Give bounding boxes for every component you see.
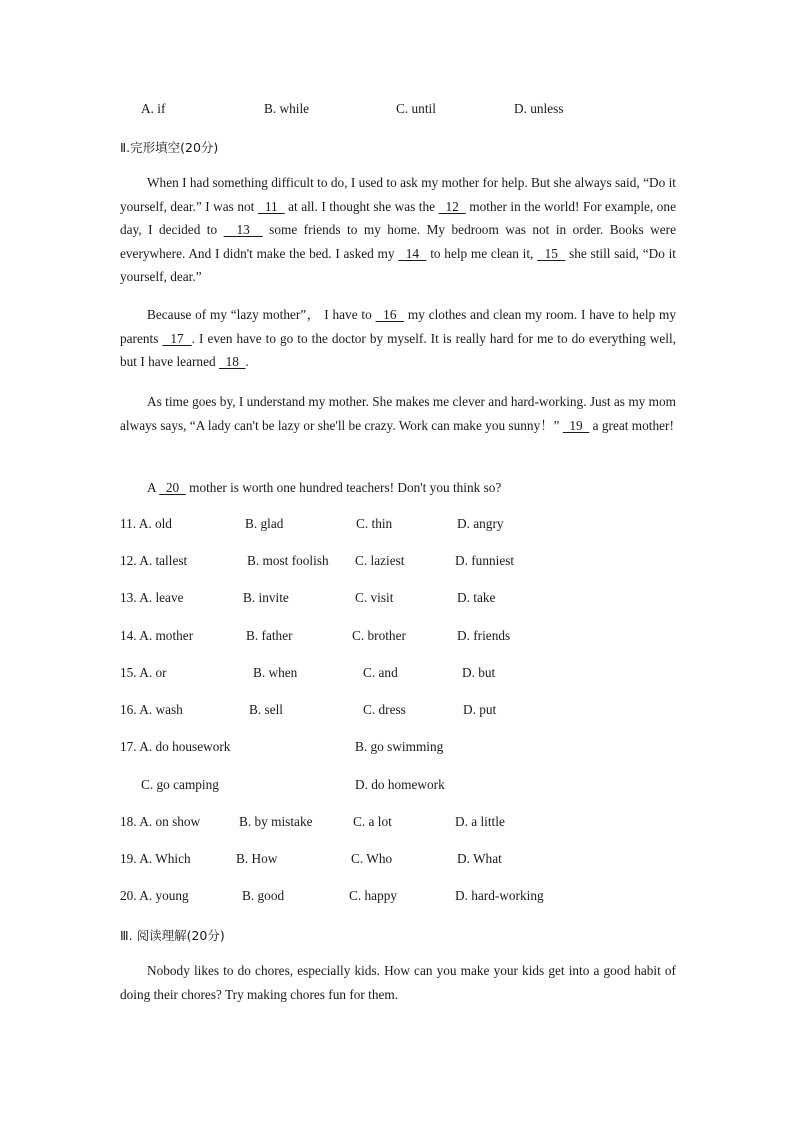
text-segment: . — [245, 354, 249, 369]
question-13-option-a: 13. A. leave — [120, 590, 184, 605]
text-segment: When I had something difficult to do, I used to ask my mother for help. But she always said, “Do it yourself, dear.” I was not — [120, 175, 676, 214]
text-segment: A — [147, 480, 160, 495]
question-17-option-c: C. go camping — [141, 777, 219, 792]
blank-15: 15 — [537, 245, 566, 261]
blank-13: 13 — [223, 222, 263, 237]
blank-16: 16 — [375, 307, 405, 322]
question-20-option-d: D. hard-working — [455, 888, 544, 903]
reading-paragraph-1: Nobody likes to do chores, especially kids. How can you make your kids get into a good habit of doing their chores? Try making chores fun for them. — [120, 963, 676, 1002]
question-12-option-a: 12. A. tallest — [120, 553, 188, 568]
question-18-option-d: D. a little — [455, 814, 505, 829]
cloze-paragraph-3 — [120, 390, 676, 437]
question-13-option-c: C. visit — [355, 590, 394, 605]
question-18-option-c: C. a lot — [353, 814, 392, 829]
blank-20: 20 — [159, 480, 186, 495]
question-17-option-d: D. do homework — [355, 777, 445, 792]
text-segment: my clothes and clean my room. I have to help my parents — [120, 307, 677, 346]
question-18-option-b: B. by mistake — [239, 814, 313, 829]
text-segment: a great mother! — [589, 417, 674, 433]
blank-18: 18 — [218, 354, 246, 369]
text-segment: mother is worth one hundred teachers! Don't you think so? — [185, 480, 502, 495]
section-heading-cloze: Ⅱ.完形填空(20分) — [120, 140, 219, 155]
question-15-option-b: B. when — [253, 665, 298, 680]
question-20-option-c: C. happy — [349, 888, 398, 903]
section-heading-reading: Ⅲ. 阅读理解(20分) — [120, 928, 225, 943]
question-14-option-a: 14. A. mother — [120, 628, 194, 643]
question-13-option-b: B. invite — [243, 590, 289, 605]
question-16-option-c: C. dress — [363, 702, 406, 717]
question-13-option-d: D. take — [457, 590, 496, 605]
question-12-option-d: D. funniest — [455, 553, 515, 568]
text-segment: some friends to my home. My bedroom was not in order. Books were everywhere. And I didn't make the bed. I asked my — [120, 222, 677, 261]
question-11-option-b: B. glad — [245, 516, 284, 531]
cloze-paragraph-1 — [120, 171, 676, 289]
option-b: B. while — [264, 101, 310, 116]
text-segment: Because of my “lazy mother”， I have to — [147, 307, 376, 322]
option-c: C. until — [396, 101, 436, 116]
question-19-option-b: B. How — [236, 851, 278, 866]
question-20-option-b: B. good — [242, 888, 285, 903]
question-14-option-c: C. brother — [352, 628, 406, 643]
text-segment: she still said, “Do it yourself, dear.” — [120, 245, 676, 284]
question-17-option-b: B. go swimming — [355, 739, 444, 754]
blank-14: 14 — [398, 245, 427, 261]
cloze-paragraph-2 — [120, 303, 676, 374]
text-segment: . I even have to go to the doctor by myself. It is really hard for me to do everything well, but I have learned — [120, 330, 676, 369]
question-16-option-b: B. sell — [249, 702, 283, 717]
cloze-paragraph-4 — [120, 476, 676, 500]
question-11-option-a: 11. A. old — [120, 516, 172, 531]
question-11-option-c: C. thin — [356, 516, 393, 531]
question-14-option-d: D. friends — [457, 628, 511, 643]
text-segment: As time goes by, I understand my mother. She makes me clever and hard-working. Just as my mom always says, “A lady can't be lazy or she'll be crazy. Work can make you sunny！” — [120, 394, 676, 433]
text-segment: to help me clean it, — [426, 245, 538, 261]
blank-19: 19 — [562, 417, 590, 433]
question-15-option-c: C. and — [363, 665, 398, 680]
question-11-option-d: D. angry — [457, 516, 504, 531]
question-17-option-a: 17. A. do housework — [120, 739, 231, 754]
question-19-option-a: 19. A. Which — [120, 851, 191, 866]
question-15-option-a: 15. A. or — [120, 665, 167, 680]
text-segment: mother in the world! For example, one day, I decided to — [120, 198, 676, 237]
question-15-option-d: D. but — [462, 665, 496, 680]
blank-11: 11 — [257, 198, 285, 214]
question-20-option-a: 20. A. young — [120, 888, 189, 903]
question-12-option-c: C. laziest — [355, 553, 405, 568]
text-segment: at all. I thought she was the — [284, 198, 439, 214]
blank-12: 12 — [438, 198, 466, 214]
option-a: A. if — [141, 101, 166, 116]
question-19-option-d: D. What — [457, 851, 502, 866]
question-19-option-c: C. Who — [351, 851, 393, 866]
question-12-option-b: B. most foolish — [247, 553, 329, 568]
question-18-option-a: 18. A. on show — [120, 814, 201, 829]
option-d: D. unless — [514, 101, 564, 116]
question-14-option-b: B. father — [246, 628, 293, 643]
blank-17: 17 — [162, 330, 192, 346]
question-16-option-a: 16. A. wash — [120, 702, 183, 717]
question-16-option-d: D. put — [463, 702, 497, 717]
